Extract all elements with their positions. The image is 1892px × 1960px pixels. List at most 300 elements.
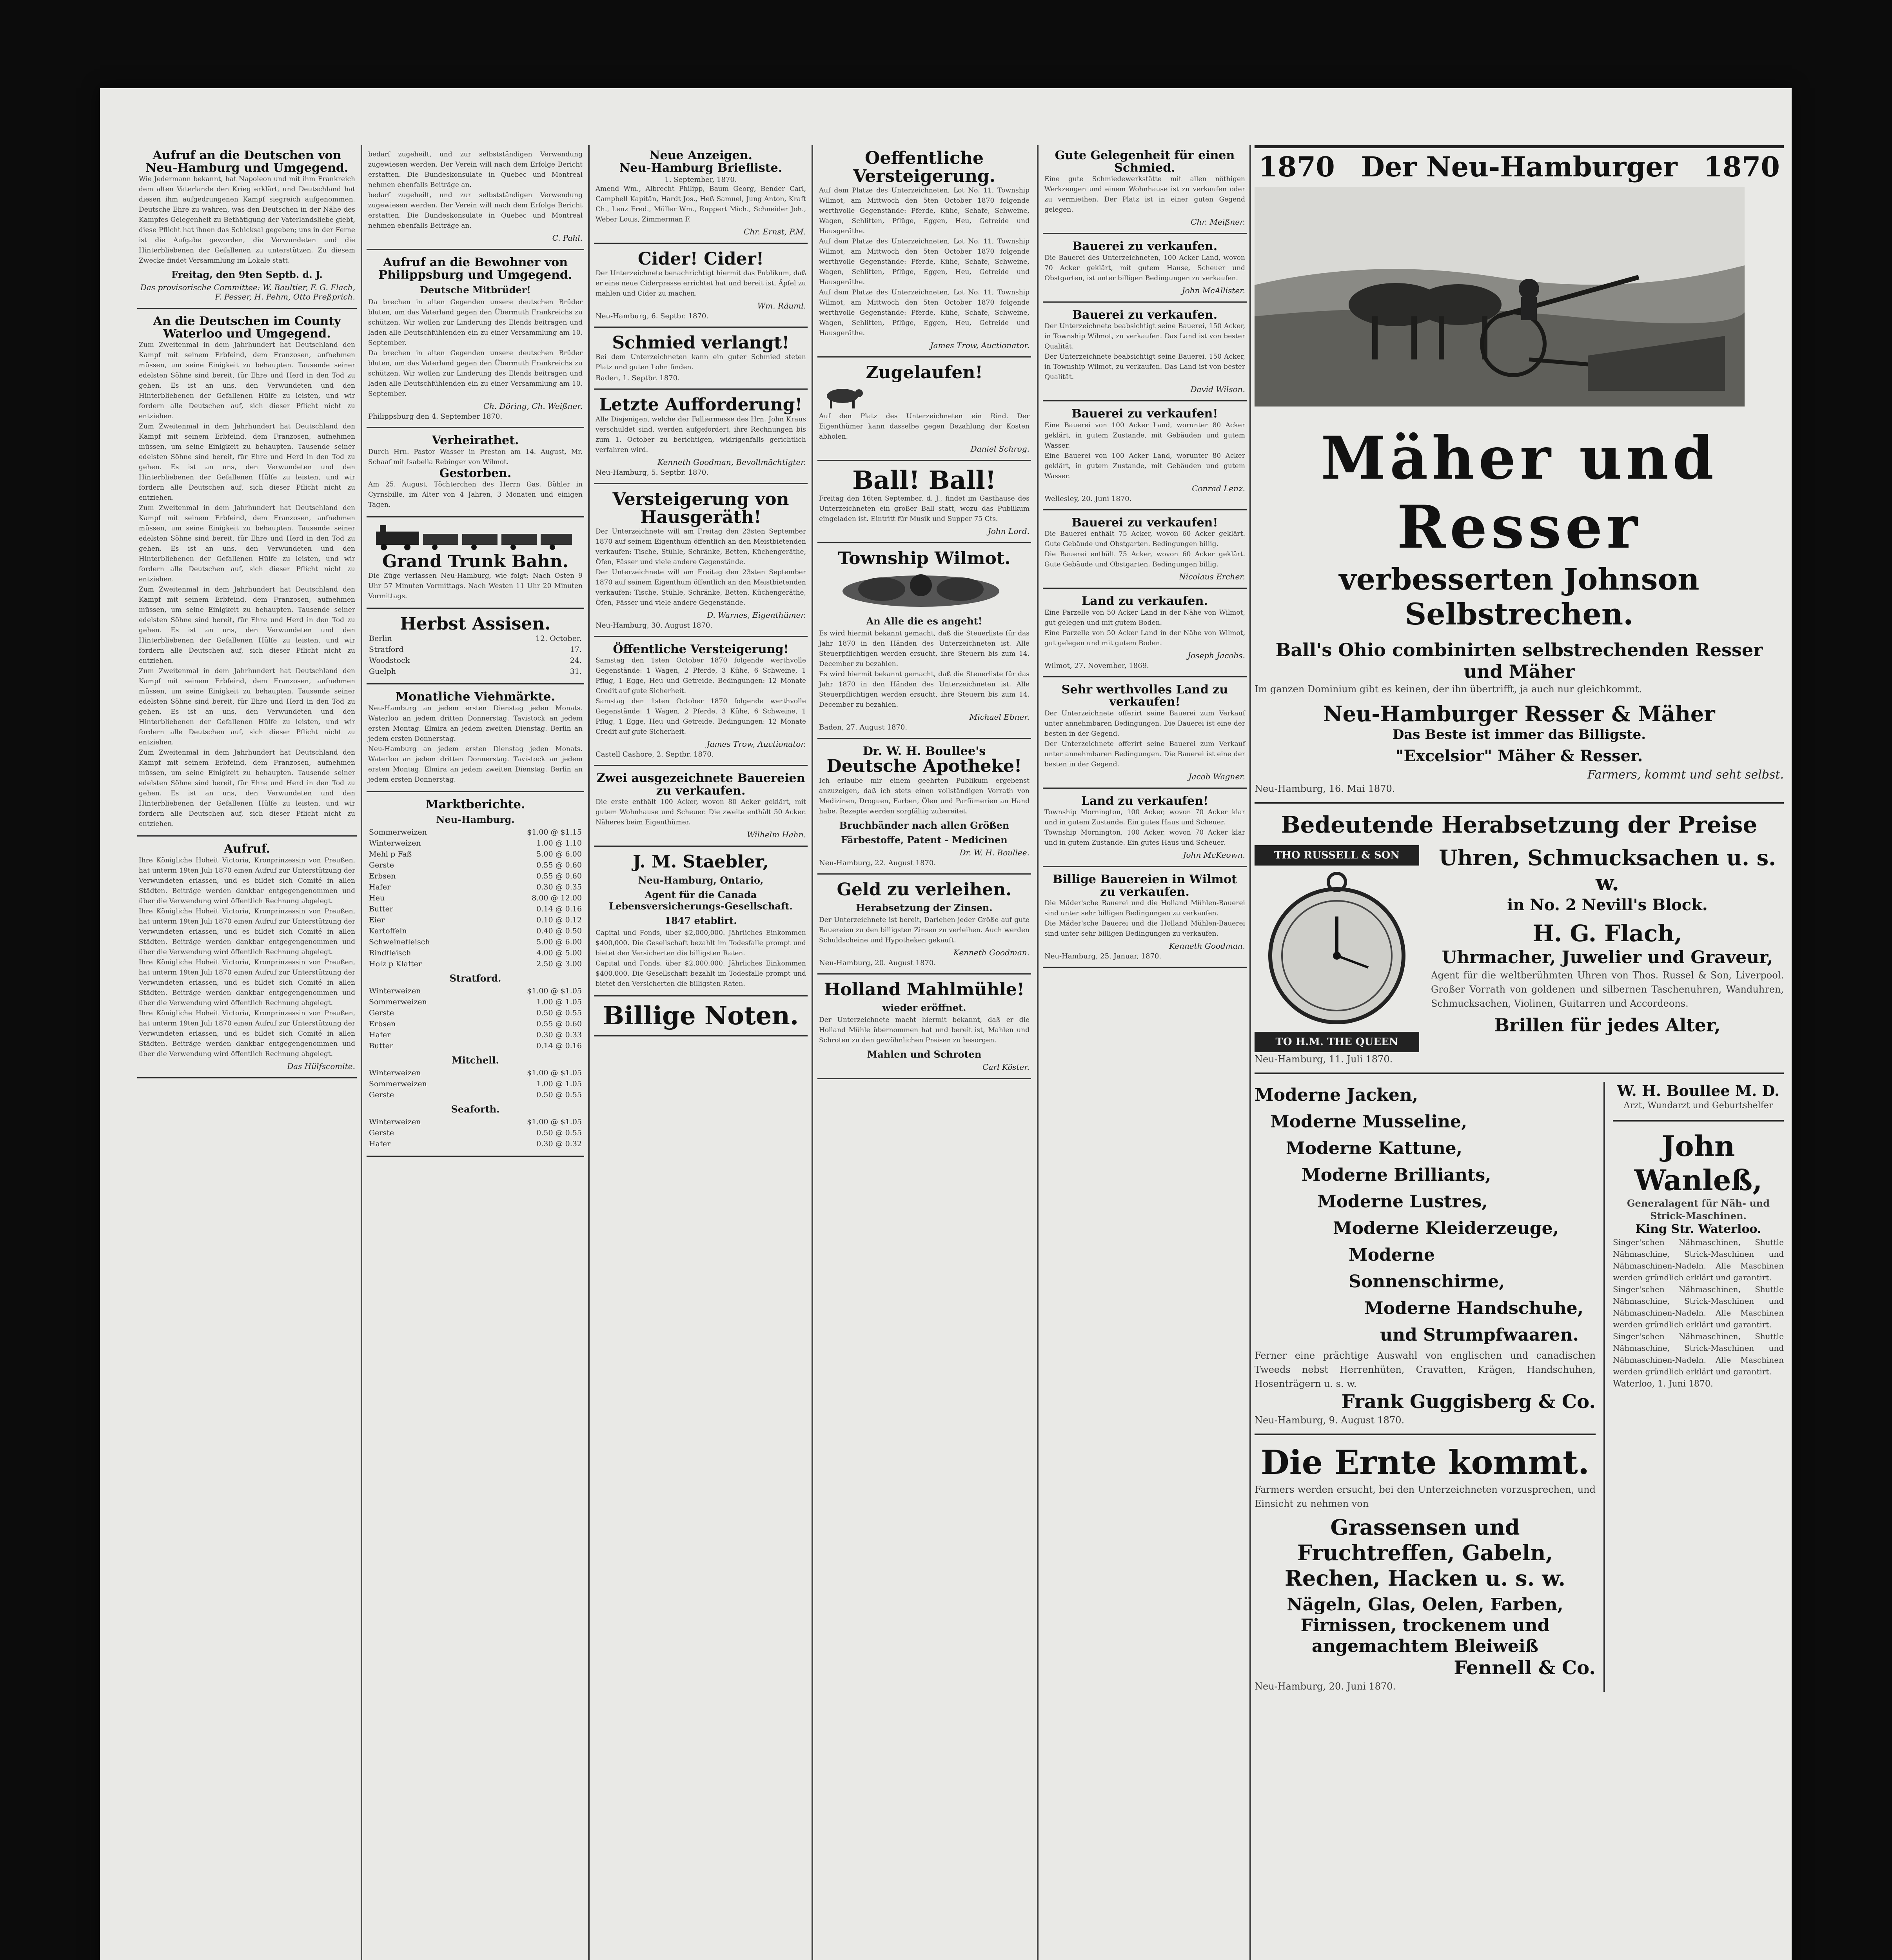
article-body: Da brechen in alten Gegenden unsere deutschen Brüder bluten, um das Vaterland gegen den Übermuth Frankreichs zu schützen. Wir wollen zur Linderung des Elends beitragen und laden alle Deutschfühlenden ein zu einer Versammlung am 10. September. [368, 298, 583, 347]
article-title: Geld zu verleihen. [837, 879, 1012, 900]
column-3 [594, 147, 808, 1960]
article-signature: Wm. Räuml. [757, 301, 806, 311]
article-subtitle: Färbestoffe, Patent - Medicinen [841, 834, 1008, 846]
article [367, 147, 584, 250]
article-subtitle: An Alle die es angeht! [866, 615, 982, 627]
market-row [368, 1078, 583, 1089]
market-item: Mehl p Faß [369, 850, 412, 859]
article [594, 332, 808, 390]
ad-body: Arzt, Wundarzt und Geburtshelfer [1623, 1101, 1773, 1111]
fashion-list [1255, 1082, 1596, 1348]
watch-illustration [1255, 845, 1419, 1052]
ad-date: Neu-Hamburg, 20. Juni 1870. [1255, 1681, 1396, 1692]
market-reports [368, 814, 583, 1149]
article-pretitle: Dr. W. H. Boullee's [862, 744, 986, 758]
market-price: $1.00 @ $1.05 [527, 1069, 582, 1078]
article-signature: Daniel Schrog. [970, 444, 1030, 454]
market-item: Hafer [369, 883, 391, 892]
article [1043, 793, 1247, 867]
train-icon [368, 524, 580, 551]
article-title: Versteigerung von Hausgeräth! [612, 489, 789, 527]
article-title: Ball! Ball! [852, 465, 996, 495]
ad-headline: Mäher und Resser [1321, 424, 1718, 562]
article [1043, 238, 1247, 303]
market-row [368, 1040, 583, 1051]
market-row [368, 1138, 583, 1149]
article-title: Bauerei zu verkaufen! [1071, 515, 1218, 530]
ad-location: King Str. Waterloo. [1635, 1222, 1761, 1236]
market-table [368, 827, 583, 969]
market-item: Winterweizen [369, 839, 421, 848]
article [817, 547, 1031, 739]
article-body: Zum Zweitenmal in dem Jahrhundert hat Deutschland den Kampf mit seinem Erbfeind, dem Franzosen, aufnehmen müssen, um seine Einigkeit zu behaupten. Tausende seiner edelsten Söhne sind bereit, für Ehre und Herd in den Tod zu gehen. Es ist an uns, den Verwundeten und den Hinterbliebenen der Gefallenen Hülfe zu leisten, und wir fordern alle Deutschen auf, sich dieser Pflicht nicht zu entziehen. [139, 667, 355, 746]
market-table [368, 985, 583, 1051]
article-title: Herbst Assisen. [400, 614, 551, 634]
article-body: Wie Jedermann bekannt, hat Napoleon und mit ihm Frankreich dem alten Vaterlande den Krieg erklärt, und Deutschland hat diesen ihm aufgedrungenen Kampf siegreich aufgenommen. Deutsche Ehre zu wahren, was den Deutschen in der Nähe des Kampfes Gelegenheit zu Bethätigung der Vaterlandsliebe giebt, diese Pflicht hat ihnen das Schicksal gegeben; uns in der Ferne ist die Aufgabe geworden, die Verwundeten und die Hinterbliebenen der Gefallenen zu unterstützen. Zu diesem Zwecke findet Versammlung im Lokale statt. [139, 175, 355, 265]
market-price: 0.14 @ 0.16 [536, 905, 582, 914]
article-body: Ihre Königliche Hoheit Victoria, Kronprinzessin von Preußen, hat unterm 19ten Juli 1870 einen Aufruf zur Unterstützung der Verwundeten erlassen, und es bildet sich Comité in allen Städten. Beiträge werden dankbar entgegengenommen und über die Verwendung wird öffentlich Rechnung abgelegt. [139, 1009, 355, 1058]
article-body: Auf dem Platze des Unterzeichneten, Lot No. 11, Township Wilmot, am Mittwoch den 5ten October 1870 folgende werthvolle Gegenstände: Pferde, Kühe, Schafe, Schweine, Wagen, Schlitten, Pflüge, Eggen, Heu, Getreide und Hausgeräthe. [819, 187, 1030, 236]
article-body: Ihre Königliche Hoheit Victoria, Kronprinzessin von Preußen, hat unterm 19ten Juli 1870 einen Aufruf zur Unterstützung der Verwundeten erlassen, und es bildet sich Comité in allen Städten. Beiträge werden dankbar entgegengenommen und über die Verwendung wird öffentlich Rechnung abgelegt. [139, 958, 355, 1007]
article-title: Gestorben. [439, 466, 512, 480]
article [594, 147, 808, 244]
article [1043, 147, 1247, 234]
article-title: Oeffentliche Versteigerung. [853, 148, 996, 187]
article-title: Aufruf an die Deutschen von Neu-Hamburg und Umgegend. [145, 149, 349, 175]
fashion-item: Moderne Kleiderzeuge, [1333, 1218, 1559, 1238]
market-row [368, 838, 583, 849]
ad-date: Neu-Hamburg, 11. Juli 1870. [1255, 1053, 1393, 1065]
article [817, 743, 1031, 875]
article-body: Zum Zweitenmal in dem Jahrhundert hat Deutschland den Kampf mit seinem Erbfeind, dem Franzosen, aufnehmen müssen, um seine Einigkeit zu behaupten. Tausende seiner edelsten Söhne sind bereit, für Ehre und Herd in den Tod zu gehen. Es ist an uns, den Verwundeten und den Hinterbliebenen der Gefallenen Hülfe zu leisten, und wir fordern alle Deutschen auf, sich dieser Pflicht nicht zu entziehen. [139, 586, 355, 665]
article [817, 878, 1031, 975]
left-ad-block [1255, 1082, 1605, 1692]
article-title: Aufruf. [224, 842, 270, 856]
article-date: Neu-Hamburg, 22. August 1870. [819, 858, 936, 867]
article-date: Neu-Hamburg, 5. Septbr. 1870. [596, 468, 709, 477]
market-item: Hafer [369, 1140, 391, 1149]
market-table [368, 1067, 583, 1100]
article-body: Der Unterzeichnete offerirt seine Bauerei zum Verkauf unter annehmbaren Bedingungen. Die Bauerei ist eine der besten in der Gegend. [1044, 740, 1245, 768]
article [594, 394, 808, 484]
article-body: Die Bauerei enthält 75 Acker, wovon 60 Acker geklärt. Gute Gebäude und Obstgarten. Bedingungen billig. [1044, 550, 1245, 568]
ad-name: H. G. Flach, [1532, 920, 1682, 947]
article-signature: Wilhelm Hahn. [747, 830, 806, 840]
article [367, 796, 584, 1157]
market-name: Mitchell. [452, 1054, 499, 1066]
market-price: 5.00 @ 6.00 [536, 850, 582, 859]
article-title: Billige Bauereien in Wilmot zu verkaufen. [1053, 873, 1237, 899]
article-date: 1. September, 1870. [665, 176, 737, 184]
market-price: 0.50 @ 0.55 [536, 1129, 582, 1138]
market-price: 0.55 @ 0.60 [536, 861, 582, 870]
section-title: Neue Anzeigen. [649, 149, 752, 162]
ad-date: Neu-Hamburg, 16. Mai 1870. [1255, 783, 1395, 794]
market-item: Rindfleisch [369, 949, 411, 958]
ad-trade: Uhrmacher, Juwelier und Graveur, [1442, 947, 1773, 967]
fashion-item: Moderne Lustres, [1317, 1191, 1488, 1212]
market-row [368, 893, 583, 904]
ad-body: Singer'schen Nähmaschinen, Shuttle Nähmaschine, Strick-Maschinen und Nähmaschinen-Nadeln. Alle Maschinen werden gründlich erklärt und garantirt. [1613, 1237, 1784, 1282]
market-price: 0.10 @ 0.12 [536, 916, 582, 925]
article-signature: John Lord. [988, 526, 1030, 536]
fashion-item: und Strumpfwaaren. [1380, 1325, 1579, 1345]
article [594, 1000, 808, 1036]
fashion-item: Moderne Handschuhe, [1364, 1298, 1583, 1318]
article-signature: Conrad Lenz. [1192, 483, 1245, 493]
article-subtitle: Bruchbänder nach allen Größen [839, 819, 1010, 831]
article-title: Verheirathet. [432, 434, 519, 447]
ad-items: Nägeln, Glas, Oelen, Farben, Firnissen, trockenem und angemachtem Bleiweiß [1287, 1595, 1563, 1656]
article-body: Am 25. August, Töchterchen des Herrn Gas. Bühler in Cyrnsbille, im Alter von 4 Jahren, 3 Monaten und einigen Tagen. [368, 481, 583, 509]
article-body: Durch Hrn. Pastor Wasser in Preston am 14. August, Mr. Schaaf mit Isabella Rebinger von Wilmot. [368, 448, 583, 466]
article [367, 613, 584, 684]
article-signature: David Wilson. [1190, 385, 1245, 394]
article-body: Eine Bauerei von 100 Acker Land, worunter 80 Acker geklärt, in gutem Zustande, mit Gebäuden und gutem Wasser. [1044, 421, 1245, 450]
ad-body: Singer'schen Nähmaschinen, Shuttle Nähmaschine, Strick-Maschinen und Nähmaschinen-Nadeln. Alle Maschinen werden gründlich erklärt und garantirt. [1613, 1284, 1784, 1329]
ad-body: Farmers werden ersucht, bei den Unterzeichneten vorzusprechen, und Einsicht zu nehmen von [1255, 1484, 1596, 1509]
market-name: Stratford. [449, 973, 501, 984]
article-body: Es wird hiermit bekannt gemacht, daß die Steuerliste für das Jahr 1870 in den Händen des Unterzeichneten ist. Alle Steuerpflichtigen werden ersucht, ihre Steuern bis zum 14. December zu bezahlen. [819, 629, 1030, 668]
article-title: Holland Mahlmühle! [824, 979, 1025, 1000]
article-date: Neu-Hamburg, 30. August 1870. [596, 621, 713, 630]
article-body: Eine Bauerei von 100 Acker Land, worunter 80 Acker geklärt, in gutem Zustande, mit Gebäuden und gutem Wasser. [1044, 452, 1245, 480]
article-title: Marktberichte. [425, 797, 525, 811]
article-signature: Michael Ebner. [969, 712, 1030, 722]
market-price: 0.30 @ 0.32 [536, 1140, 582, 1149]
article-body: Eine Parzelle von 50 Acker Land in der Nähe von Wilmot, gut gelegen und mit gutem Boden. [1044, 608, 1245, 627]
article-subtitle: Mahlen und Schroten [867, 1049, 982, 1060]
article-signature: John McKeown. [1183, 850, 1245, 860]
article-signature: James Trow, Auctionator. [706, 739, 806, 749]
fashion-item: Moderne Musseline, [1270, 1111, 1467, 1132]
assize-date: 17. [570, 645, 582, 654]
article-title: Billige Noten. [603, 1001, 799, 1031]
article-signature: Jacob Wagner. [1188, 771, 1245, 781]
article [817, 147, 1031, 358]
article-title: Township Wilmot. [838, 548, 1011, 568]
assize-date: 12. October. [536, 634, 582, 643]
assize-table [368, 633, 583, 677]
market-row [368, 1029, 583, 1040]
ad-date: Waterloo, 1. Juni 1870. [1613, 1379, 1713, 1389]
article-body: Ihre Königliche Hoheit Victoria, Kronprinzessin von Preußen, hat unterm 19ten Juli 1870 einen Aufruf zur Unterstützung der Verwundeten erlassen, und es bildet sich Comité in allen Städten. Beiträge werden dankbar entgegengenommen und über die Verwendung wird öffentlich Rechnung abgelegt. [139, 907, 355, 956]
market-price: 0.50 @ 0.55 [536, 1009, 582, 1018]
article-title: Letzte Aufforderung! [599, 395, 803, 415]
article [817, 465, 1031, 543]
ad-location: in No. 2 Nevill's Block. [1507, 896, 1708, 915]
column-5 [1043, 147, 1247, 1960]
market-name: Seaforth. [451, 1103, 500, 1115]
ad-headline: Die Ernte kommt. [1260, 1443, 1590, 1482]
article-title: Monatliche Viehmärkte. [396, 690, 555, 704]
ad-date: Neu-Hamburg, 9. August 1870. [1255, 1415, 1405, 1426]
market-price: 0.30 @ 0.33 [536, 1031, 582, 1040]
column-2 [367, 147, 584, 1960]
article-body: Der Unterzeichnete offerirt seine Bauerei zum Verkauf unter annehmbaren Bedingungen. Die Bauerei ist eine der besten in der Gegend. [1044, 709, 1245, 738]
ad-slogan: Das Beste ist immer das Billigste. [1392, 727, 1646, 743]
article-title: Aufruf an die Bewohner von Philippsburg und Umgegend. [378, 256, 572, 282]
market-item: Gerste [369, 1009, 394, 1018]
market-price: 0.14 @ 0.16 [536, 1042, 582, 1051]
article [367, 521, 584, 609]
article [817, 361, 1031, 461]
article-title: Land zu verkaufen. [1082, 594, 1208, 608]
article-signature: D. Warnes, Eigenthümer. [707, 610, 806, 620]
market-row [368, 1007, 583, 1018]
article-body: Zum Zweitenmal in dem Jahrhundert hat Deutschland den Kampf mit seinem Erbfeind, dem Franzosen, aufnehmen müssen, um seine Einigkeit zu behaupten. Tausende seiner edelsten Söhne sind bereit, für Ehre und Herd in den Tod zu gehen. Es ist an uns, den Verwundeten und den Hinterbliebenen der Gefallenen Hülfe zu leisten, und wir fordern alle Deutschen auf, sich dieser Pflicht nicht zu entziehen. [139, 504, 355, 583]
column-1 [137, 147, 357, 1960]
article [817, 978, 1031, 1079]
market-item: Butter [369, 905, 393, 914]
article-body: Bei dem Unterzeichneten kann ein guter Schmied steten Platz und guten Lohn finden. [596, 353, 806, 372]
ad-line: Ball's Ohio combinirten selbstrechenden Resser und Mäher [1275, 639, 1763, 682]
decorative-vignette [819, 568, 1023, 611]
article-signature: Nicolaus Ercher. [1179, 572, 1245, 581]
article-body: Die Züge verlassen Neu-Hamburg, wie folgt: Nach Osten 9 Uhr 57 Minuten Vormittags. Nach Westen 11 Uhr 20 Minuten Vormittags. [368, 572, 583, 601]
watch-ad [1255, 845, 1784, 1052]
market-item: Sommerweizen [369, 828, 427, 837]
column-4 [817, 147, 1031, 1960]
article-body: Auf dem Platze des Unterzeichneten, Lot No. 11, Township Wilmot, am Mittwoch den 5ten October 1870 folgende werthvolle Gegenstände: Pferde, Kühe, Schafe, Schweine, Wagen, Schlitten, Pflüge, Eggen, Heu, Getreide und Hausgeräthe. [819, 238, 1030, 287]
article [594, 248, 808, 328]
article-title: Bauerei zu verkaufen. [1072, 308, 1218, 322]
masthead-year: 1870 [1703, 151, 1780, 183]
market-row [368, 871, 583, 882]
article-signature: Ch. Döring, Ch. Weißner. [483, 401, 583, 411]
newspaper-page [100, 88, 1792, 1960]
pocket-watch-icon [1255, 866, 1419, 1030]
market-name: Neu-Hamburg. [436, 814, 515, 826]
ad-body: Generalagent für Näh- und Strick-Maschinen. [1627, 1197, 1770, 1221]
ad-glasses: Brillen für jedes Alter, [1494, 1014, 1721, 1036]
article-body: Samstag den 1sten October 1870 folgende werthvolle Gegenstände: 1 Wagen, 2 Pferde, 3 Kühe, 6 Schweine, 1 Pflug, 1 Egge, Heu und Getreide. Bedingungen: 12 Monate Credit auf gute Sicherheit. [596, 697, 806, 736]
market-price: $1.00 @ $1.05 [527, 1118, 582, 1127]
divider [1255, 1073, 1784, 1074]
market-row [368, 947, 583, 958]
market-row [368, 1127, 583, 1138]
article-body: Die Bauerei enthält 75 Acker, wovon 60 Acker geklärt. Gute Gebäude und Obstgarten. Bedingungen billig. [1044, 530, 1245, 548]
market-row [368, 904, 583, 915]
article-body: bedarf zugeheilt, und zur selbstständigen Verwendung zugewiesen werden. Der Verein will nach dem Erfolge Bericht erstatten. Die Bundeskonsulate in Quebec und Montreal nehmen ebenfalls Beiträge an. [368, 191, 583, 230]
article-signature: Chr. Ernst, P.M. [744, 227, 806, 236]
masthead-title: Der Neu-Hamburger [1361, 151, 1678, 183]
article-signature: John McAllister. [1182, 285, 1245, 295]
market-row [368, 936, 583, 947]
article [594, 770, 808, 847]
article [137, 313, 357, 837]
ad-signature: Fennell & Co. [1454, 1657, 1596, 1679]
article-title: Bauerei zu verkaufen! [1071, 407, 1218, 421]
article-body: Der Unterzeichnete beabsichtigt seine Bauerei, 150 Acker, in Township Wilmot, zu verkaufen. Das Land ist von bester Qualität. [1044, 322, 1245, 350]
article-body: Die Mäder'sche Bauerei und die Holland Mühlen-Bauerei sind unter sehr billigen Bedingungen zu verkaufen. [1044, 899, 1245, 917]
market-item: Hafer [369, 1031, 391, 1040]
article-date: Wellesley, 20. Juni 1870. [1044, 494, 1132, 503]
market-price: $1.00 @ $1.05 [527, 987, 582, 996]
article-body: Capital und Fonds, über $2,000,000. Jährliches Einkommen $400,000. Die Gesellschaft bezahlt im Todesfalle prompt und bietet den Versicherten die billigsten Raten. [596, 959, 806, 988]
market-price: 0.55 @ 0.60 [536, 1020, 582, 1029]
watch-text [1419, 845, 1784, 1052]
ad-name: John Wanleß, [1634, 1129, 1763, 1197]
article-date: Philippsburg den 4. September 1870. [368, 412, 503, 421]
article-title: An die Deutschen im County Waterloo und Umgegend. [153, 314, 341, 341]
article-body: Die Mäder'sche Bauerei und die Holland Mühlen-Bauerei sind unter sehr billigen Bedingungen zu verkaufen. [1044, 920, 1245, 938]
market-item: Gerste [369, 1129, 394, 1138]
article-signature: Das Hülfscomite. [287, 1061, 355, 1071]
article-signature: Dr. W. H. Boullee. [959, 848, 1030, 857]
right-ad-block [1605, 1082, 1784, 1692]
article-body: Freitag den 16ten September, d. J., findet im Gasthause des Unterzeichneten ein großer Ball statt, wozu das Publikum eingeladen ist. Eintritt für Musik und Supper 75 Cts. [819, 494, 1030, 523]
article-title: Cider! Cider! [637, 249, 764, 269]
article-body: Zum Zweitenmal in dem Jahrhundert hat Deutschland den Kampf mit seinem Erbfeind, dem Franzosen, aufnehmen müssen, um seine Einigkeit zu behaupten. Tausende seiner edelsten Söhne sind bereit, für Ehre und Herd in den Tod zu gehen. Es ist an uns, den Verwundeten und den Hinterbliebenen der Gefallenen Hülfe zu leisten, und wir fordern alle Deutschen auf, sich dieser Pflicht nicht zu entziehen. [139, 423, 355, 502]
article-body: Eine gute Schmiedewerkstätte mit allen nöthigen Werkzeugen und einem Wohnhause ist zu verkaufen oder zu vermiethen. Der Platz ist in einer guten Gegend gelegen. [1044, 175, 1245, 214]
ad-body: Singer'schen Nähmaschinen, Shuttle Nähmaschine, Strick-Maschinen und Nähmaschinen-Nadeln. Alle Maschinen werden gründlich erklärt und garantirt. [1613, 1331, 1784, 1376]
market-row [368, 849, 583, 860]
article-body: Der Unterzeichnete ist bereit, Darlehen jeder Größe auf gute Bauereien zu den billigsten Zinsen zu verleihen. Auch werden Schuldscheine und Hypotheken gekauft. [819, 916, 1030, 944]
market-price: 0.50 @ 0.55 [536, 1091, 582, 1100]
assize-place: Woodstock [369, 656, 410, 665]
market-row [368, 860, 583, 871]
market-item: Gerste [369, 1091, 394, 1100]
article-title: Gute Gelegenheit für einen Schmied. [1055, 149, 1235, 175]
article-body: Neu-Hamburg an jedem ersten Dienstag jeden Monats. Waterloo an jedem dritten Donnerstag. Tavistock an jedem ersten Montag. Elmira an jedem zweiten Dienstag. Berlin an jedem ersten Donnerstag. [368, 704, 583, 743]
article-body: bedarf zugeheilt, und zur selbstständigen Verwendung zugewiesen werden. Der Verein will nach dem Erfolge Bericht erstatten. Die Bundeskonsulate in Quebec und Montreal nehmen ebenfalls Beiträge an. [368, 151, 583, 189]
article-body: Der Unterzeichnete will am Freitag den 23sten September 1870 auf seinem Eigenthum öffentlich an den Meistbietenden verkaufen: Tische, Stühle, Schränke, Betten, Küchengeräthe, Öfen, Fässer und viele andere Gegenstände. [596, 527, 806, 566]
market-price: 1.00 @ 1.05 [536, 998, 582, 1007]
article-body: Samstag den 1sten October 1870 folgende werthvolle Gegenstände: 1 Wagen, 2 Pferde, 3 Kühe, 6 Schweine, 1 Pflug, 1 Egge, Heu und Getreide. Bedingungen: 12 Monate Credit auf gute Sicherheit. [596, 657, 806, 695]
ad-headline: Bedeutende Herabsetzung der Preise [1281, 811, 1758, 838]
market-item: Eier [369, 916, 385, 925]
market-row [368, 1067, 583, 1078]
article-subtitle: 1847 etablirt. [665, 915, 737, 926]
market-item: Winterweizen [369, 1118, 421, 1127]
market-row [368, 915, 583, 926]
article-signature: Kenneth Goodman. [1169, 941, 1245, 951]
market-row [368, 1116, 583, 1127]
article-title: Sehr werthvolles Land zu verkaufen! [1061, 682, 1228, 709]
market-row [368, 1018, 583, 1029]
column-rule [812, 145, 813, 1960]
fashion-item: Moderne Jacken, [1255, 1085, 1418, 1105]
market-row [368, 926, 583, 936]
article-title: Neu-Hamburg Briefliste. [619, 161, 783, 175]
market-item: Heu [369, 894, 385, 903]
article [1043, 514, 1247, 589]
article-body: Township Mornington, 100 Acker, wovon 70 Acker klar und in gutem Zustande. Ein gutes Haus und Scheuer. [1044, 829, 1245, 847]
article-body: Eine Parzelle von 50 Acker Land in der Nähe von Wilmot, gut gelegen und mit gutem Boden. [1044, 629, 1245, 647]
divider [1613, 1120, 1784, 1122]
market-item: Schweinefleisch [369, 938, 430, 947]
cow-icon [819, 382, 866, 410]
ad-name: W. H. Boullee M. D. [1617, 1082, 1780, 1100]
article-subtitle: Herabsetzung der Zinsen. [856, 902, 993, 913]
ad-subheadline: verbesserten Johnson Selbstrechen. [1339, 562, 1700, 632]
market-item: Winterweizen [369, 987, 421, 996]
assize-place: Stratford [369, 645, 404, 654]
market-price: 1.00 @ 1.05 [536, 1080, 582, 1089]
article-body: Ihre Königliche Hoheit Victoria, Kronprinzessin von Preußen, hat unterm 19ten Juli 1870 einen Aufruf zur Unterstützung der Verwundeten erlassen, und es bildet sich Comité in allen Städten. Beiträge werden dankbar entgegengenommen und über die Verwendung wird öffentlich Rechnung abgelegt. [139, 856, 355, 905]
article-date: Neu-Hamburg, 6. Septbr. 1870. [596, 312, 709, 321]
article-signature: Kenneth Goodman, Bevollmächtigter. [657, 457, 806, 467]
market-price: 4.00 @ 5.00 [536, 949, 582, 958]
article-title: Zugelaufen! [866, 363, 983, 383]
article-title: J. M. Staebler, [633, 852, 769, 872]
market-row [368, 996, 583, 1007]
article [1043, 681, 1247, 789]
market-price: 5.00 @ 6.00 [536, 938, 582, 947]
article [367, 254, 584, 428]
article-body: Der Unterzeichnete will am Freitag den 23sten September 1870 auf seinem Eigenthum öffentlich an den Meistbietenden verkaufen: Tische, Stühle, Schränke, Betten, Küchengeräthe, Öfen, Fässer und viele andere Gegenstände. [596, 568, 806, 607]
article [367, 688, 584, 792]
watch-label: THO RUSSELL & SON [1255, 845, 1419, 866]
article-body: Der Unterzeichnete beabsichtigt seine Bauerei, 150 Acker, in Township Wilmot, zu verkaufen. Das Land ist von bester Qualität. [1044, 353, 1245, 381]
assize-date: 31. [570, 667, 582, 676]
article-title: Bauerei zu verkaufen. [1072, 240, 1218, 253]
article-signature: Carl Köster. [982, 1062, 1030, 1072]
article-title: Land zu verkaufen! [1081, 794, 1209, 808]
article-signature: Chr. Meißner. [1191, 217, 1245, 227]
market-item: Sommerweizen [369, 998, 427, 1007]
article-body: Amend Wm., Albrecht Philipp, Baum Georg, Bender Carl, Campbell Kapitän, Hardt Jos., Heß Samuel, Jung Anton, Kraft Ch., Lenz Fred., Müller Wm., Ruppert Mich., Schneider Joh., Weber Louis, Zimmerman F. [596, 185, 806, 223]
article-body: Der Unterzeichnete macht hiermit bekannt, daß er die Holland Mühle übernommen hat und bereit ist, Mahlen und Schroten zu den gewöhnlichen Preisen zu besorgen. [819, 1016, 1030, 1044]
market-price: 0.55 @ 0.60 [536, 872, 582, 881]
article [367, 432, 584, 517]
article [1043, 405, 1247, 510]
masthead [1255, 145, 1784, 183]
ad-body: Agent für die weltberühmten Uhren von Thos. Russel & Son, Liverpool. Großer Vorrath von goldenen und silbernen Taschenuhren, Wanduhren, Schmucksachen, Violinen, Guitarren und Accordeons. [1431, 969, 1784, 1009]
market-table [368, 1116, 583, 1149]
market-item: Gerste [369, 861, 394, 870]
article-date: Neu-Hamburg, 25. Januar, 1870. [1044, 952, 1162, 960]
column-rule [1037, 145, 1039, 1960]
article [594, 641, 808, 766]
market-row [368, 985, 583, 996]
market-item: Sommerweizen [369, 1080, 427, 1089]
article-title: Öffentliche Versteigerung! [613, 642, 789, 656]
salutation: Deutsche Mitbrüder! [420, 284, 531, 296]
article-body: Township Mornington, 100 Acker, wovon 70 Acker klar und in gutem Zustande. Ein gutes Haus und Scheuer. [1044, 808, 1245, 826]
reaper-engraving [1255, 187, 1745, 407]
article-body: Zum Zweitenmal in dem Jahrhundert hat Deutschland den Kampf mit seinem Erbfeind, dem Franzosen, aufnehmen müssen, um seine Einigkeit zu behaupten. Tausende seiner edelsten Söhne sind bereit, für Ehre und Herd in den Tod zu gehen. Es ist an uns, den Verwundeten und den Hinterbliebenen der Gefallenen Hülfe zu leisten, und wir fordern alle Deutschen auf, sich dieser Pflicht nicht zu entziehen. [139, 341, 355, 420]
article-body: Der Unterzeichnete benachrichtigt hiermit das Publikum, daß er eine neue Ciderpresse errichtet hat und bereit ist, Äpfel zu mahlen und Cider zu machen. [596, 269, 806, 298]
ad-shop: Neu-Hamburger Resser & Mäher [1323, 701, 1715, 727]
ad-signature: Farmers, kommt und seht selbst. [1587, 768, 1784, 782]
market-price: 0.40 @ 0.50 [536, 927, 582, 936]
article-title: Grand Trunk Bahn. [382, 552, 568, 572]
ad-body: Ferner eine prächtige Auswahl von englischen und canadischen Tweeds nebst Herrenhüten, Cravatten, Krägen, Handschuhen, Hosenträgern u. s. w. [1255, 1350, 1596, 1389]
ad-items: Grassensen und Fruchtreffen, Gabeln, Rechen, Hacken u. s. w. [1284, 1514, 1566, 1591]
ad-subheadline: Uhren, Schmucksachen u. s. w. [1439, 845, 1776, 896]
market-item: Erbsen [369, 872, 396, 881]
market-row [368, 882, 583, 893]
fashion-item: Moderne Kattune, [1286, 1138, 1462, 1158]
column-rule [588, 145, 590, 1960]
article [594, 488, 808, 637]
fashion-item: Moderne Sonnenschirme, [1349, 1245, 1505, 1292]
market-price: 8.00 @ 12.00 [532, 894, 582, 903]
divider [1255, 802, 1784, 804]
fashion-item: Moderne Brilliants, [1302, 1165, 1491, 1185]
article-body: Auf den Platz des Unterzeichneten ein Rind. Der Eigenthümer kann dasselbe gegen Bezahlung der Kosten abholen. [819, 412, 1030, 441]
article-signature: Das provisorische Committee: W. Baultier, F. G. Flach, F. Pesser, H. Pehm, Otto Preßprich. [140, 283, 355, 301]
article-date: Neu-Hamburg, 20. August 1870. [819, 958, 936, 967]
article-subtitle: Neu-Hamburg, Ontario, [638, 874, 764, 886]
market-row [368, 827, 583, 838]
article-date: Wilmot, 27. November, 1869. [1044, 661, 1149, 670]
article-body: Ich erlaube mir einem geehrten Publikum ergebenst anzuzeigen, daß ich stets einen vollständigen Vorrath von Medizinen, Droguen, Farben, Ölen und Parfümerien an Hand habe. Rezepte werden sorgfältig zubereitet. [819, 777, 1030, 815]
column-rule [1249, 145, 1251, 1960]
article-body: Capital und Fonds, über $2,000,000. Jährliches Einkommen $400,000. Die Gesellschaft bezahlt im Todesfalle prompt und bietet den Versicherten die billigsten Raten. [596, 929, 806, 957]
